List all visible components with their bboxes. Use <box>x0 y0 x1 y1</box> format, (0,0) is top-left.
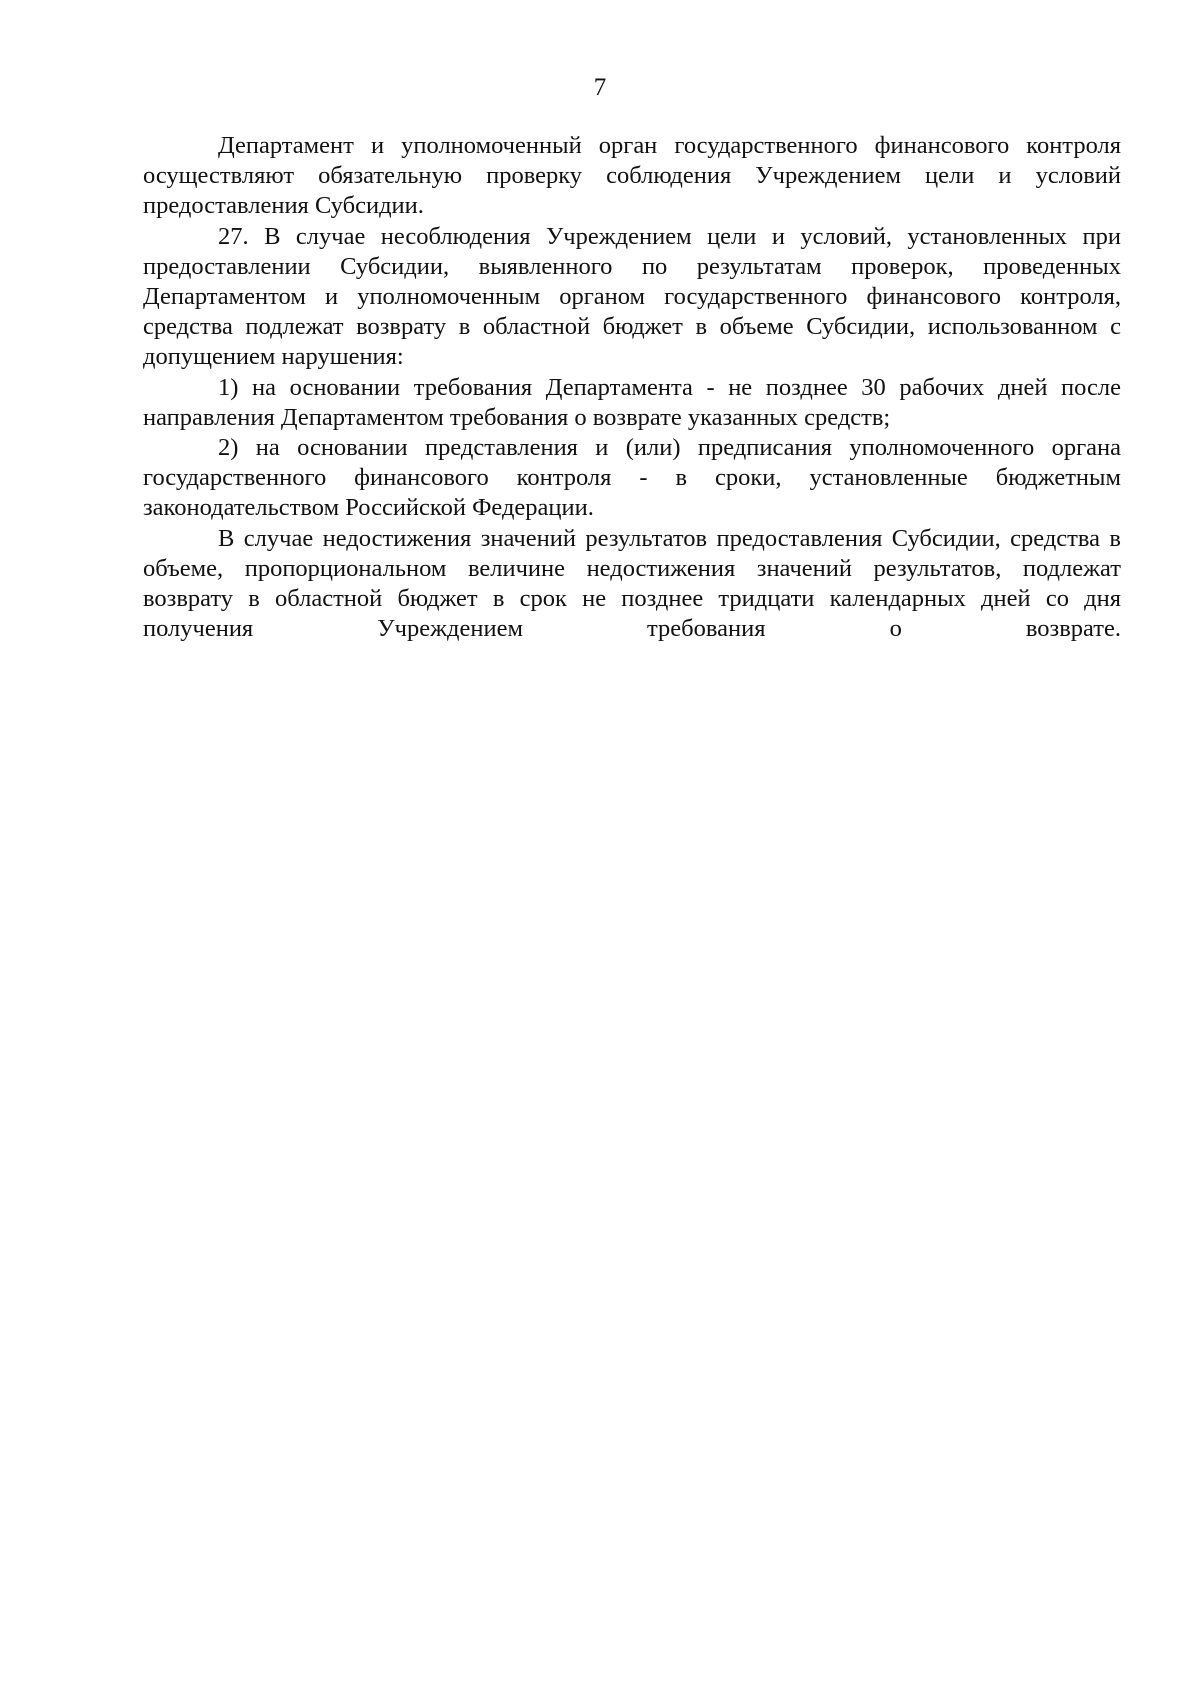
paragraph-27-violation: 27. В случае несоблюдения Учреждением цели и условий, установленных при предоставлении Субсидии, выявленного по результатам проверок, проведенных Департаментом и уполномоченным органом государственного финансового контроля, средства подлежат возврату в областной бюджет в объеме Субсидии, использованном с допущением нарушения: <box>143 222 1121 371</box>
page-number: 7 <box>593 74 607 101</box>
paragraph-27-item-2: 2) на основании представления и (или) предписания уполномоченного органа государственного финансового контроля - в сроки, установленные бюджетным законодательством Российской Федерации. <box>143 434 1121 522</box>
paragraph-results-shortfall: В случае недостижения значений результатов предоставления Субсидии, средства в объеме, пропорциональном величине недостижения значений результатов, подлежат возврату в областной бюджет в срок не позднее тридцати календарных дней со дня получения Учреждением требования о возврате. <box>143 524 1121 643</box>
document-body <box>143 131 1121 644</box>
paragraph-inspection: Департамент и уполномоченный орган государственного финансового контроля осуществляют обязательную проверку соблюдения Учреждением цели и условий предоставления Субсидии. <box>143 132 1121 220</box>
paragraph-27-item-1: 1) на основании требования Департамента - не позднее 30 рабочих дней после направления Департаментом требования о возврате указанных средств; <box>143 373 1121 431</box>
